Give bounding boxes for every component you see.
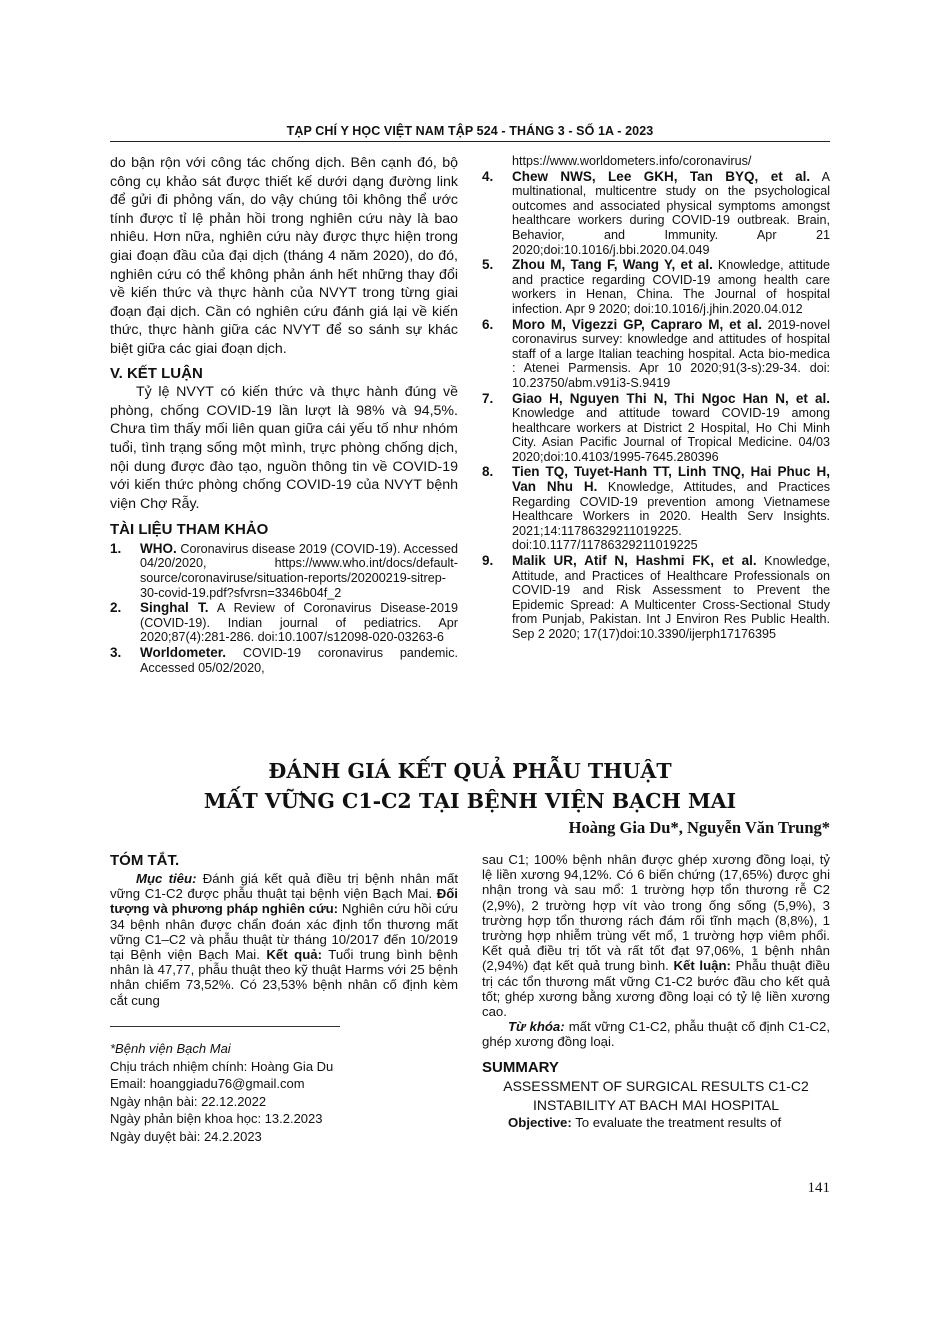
reference-body: Knowledge, Attitude, and Practices of Healthcare Professionals on COVID-19 and Risk Assessment to Prevent the Epidemic Spread: A Multicenter Cross-Sectional Study from Punjab, Pakistan. Int J Environ Res Public Health. Sep 2 2020; 17(17)doi:10.3390/ijerph17176395 [512,554,830,641]
footnote-accepted: Ngày duyệt bài: 24.2.2023 [110,1128,262,1144]
reference-number: 3. [110,645,122,661]
reference-number: 4. [482,168,494,184]
keywords: Từ khóa: mất vững C1-C2, phẫu thuật cố định C1-C2, ghép xương đồng loại. [482,1019,830,1050]
reference-text [512,392,830,465]
summary-objective: Objective: To evaluate the treatment results of [508,1114,782,1130]
reference-item [482,258,830,316]
reference-item [482,465,830,553]
reference-body: A Review of Coronavirus Disease-2019 (COVID-19). Indian journal of pediatrics. Apr 2020;87(4):281-286. doi:10.1007/s12098-020-03263-6 [140,601,458,645]
reference-author: Worldometer. [140,645,227,661]
article-title: ĐÁNH GIÁ KẾT QUẢ PHẪU THUẬT MẤT VỮNG C1-C2 TẠI BỆNH VIỆN BẠCH MAI [203,759,737,813]
reference-body: COVID-19 coronavirus pandemic. Accessed 05/02/2020, [140,646,458,675]
conclusion-heading: V. KẾT LUẬN [110,364,203,382]
reference-item [110,542,458,600]
reference-text [140,601,458,645]
footnote-responsible: Chịu trách nhiệm chính: Hoàng Gia Du [110,1058,334,1074]
reference-text [512,170,830,258]
reference-item [482,318,830,391]
footnote-received: Ngày nhận bài: 22.12.2022 [110,1093,267,1109]
reference-author: Malik UR, Atif N, Hashmi FK, et al. [512,553,757,569]
reference-number: 8. [482,464,494,480]
reference-item [482,170,830,258]
reference-text [140,646,458,675]
references-heading: TÀI LIỆU THAM KHẢO [110,521,269,539]
abstract-heading: TÓM TẮT. [110,852,180,869]
reference-number: 6. [482,316,494,332]
reference-author: WHO. [140,540,177,556]
header-rule [110,141,830,142]
reference-text [512,258,830,316]
reference-number: 5. [482,257,494,273]
article-authors: Hoàng Gia Du*, Nguyễn Văn Trung* [568,818,830,837]
reference-list-left [110,542,458,675]
footnote-affiliation: *Bệnh viện Bạch Mai [110,1041,231,1056]
footnote-rule [110,1026,340,1027]
reference-author: Moro M, Vigezzi GP, Capraro M, et al. [512,316,763,332]
reference-body: Knowledge, attitude and practice regarding COVID-19 among health care workers in Henan, China. The Journal of hospital infection. Apr 9 2020; doi:10.1016/j.jhin.2020.04.012 [512,258,830,316]
abstract-body-continued: sau C1; 100% bệnh nhân được ghép xương đồng loại, tỷ lệ liền xương 94,12%. Có 6 biến chứng (17,65%) được ghi nhận trong và sau mổ: 1 trường hợp tổn thương rễ C2 (2,9%), 2 trường hợp vít vào trong ống sống (5,9%), 3 trường hợp tổn thương rách đám rối tĩnh mạch (8,8%), 1 trường hợp nhiễm trùng vết mổ, 1 trường hợp viêm phổi. Kết quả điều trị tốt và rất tốt đạt 97,06%, 1 bệnh nhân (2,94%) đạt kết quả trung bình. Kết luận: Phẫu thuật điều trị các tổn thương mất vững C1-C2 bước đầu cho kết quả tốt; ghép xương bằng xương đồng loại có tỷ lệ liền xương cao. [482,852,831,1020]
reference-author: Giao H, Nguyen Thi N, Thi Ngoc Han N, et al. [512,390,830,406]
reference-body: Knowledge, Attitudes, and Practices Regarding COVID-19 prevention among Vietnamese Healthcare Workers in 2020. Health Serv Insights. 2021;14:11786329211019225. doi:10.1177/11786329211019225 [512,480,831,553]
reference-number: 1. [110,540,122,556]
footnote-reviewed: Ngày phản biện khoa học: 13.2.2023 [110,1111,323,1126]
footnote-email: Email: hoanggiadu76@gmail.com [110,1076,305,1091]
left-column [110,154,458,676]
abstract-right [482,852,830,1130]
abstract-left [110,852,458,1008]
reference-author: Zhou M, Tang F, Wang Y, et al. [512,257,713,273]
reference-body: Knowledge and attitude toward COVID-19 among healthcare workers at District 2 Hospital, Ho Chi Minh City. Asian Pacific Journal of Tropical Medicine. 04/03 2020;doi:10.4103/1995-7645.280396 [512,406,830,464]
summary-title: ASSESSMENT OF SURGICAL RESULTS C1-C2 INSTABILITY AT BACH MAI HOSPITAL [503,1077,809,1113]
reference-number: 9. [482,553,494,569]
reference-number: 7. [482,390,494,406]
reference-body: 2019-novel coronavirus survey: knowledge and attitudes of hospital staff of a large Italian teaching hospital. Acta bio-medica : Atenei Parmensis. Apr 10 2020;91(3-s):29-34. doi: 10.23750/abm.v91i3-S.9419 [512,317,830,390]
page-number: 141 [807,1180,830,1196]
reference-author: Singhal T. [140,600,209,616]
reference-text [512,465,830,553]
reference-author: Tien TQ, Tuyet-Hanh TT, Linh TNQ, Hai Phuc H, Van Nhu H. [512,464,830,495]
right-column [482,154,830,643]
reference-body: Coronavirus disease 2019 (COVID-19). Accessed 04/20/2020, https://www.who.int/docs/default-source/coronaviruse/situation-reports/20200219-sitrep-30-covid-19.pdf?sfvrsn=3346b04f_2 [140,541,458,600]
reference-text [512,554,830,642]
reference-body: A multinational, multicentre study on the psychological outcomes and associated physical symptoms amongst healthcare workers during COVID-19 outbreak. Brain, Behavior, and Immunity. Apr 21 2020;doi:10.1016/j.bbi.2020.04.049 [512,169,830,257]
reference-text [140,542,458,600]
reference-item [110,646,458,675]
reference-item [482,554,830,642]
reference-number: 2. [110,600,122,616]
journal-header: TẠP CHÍ Y HỌC VIỆT NAM TẬP 524 - THÁNG 3 - SỐ 1A - 2023 [286,124,654,138]
reference-author: Chew NWS, Lee GKH, Tan BYQ, et al. [512,168,811,184]
reference-url-continuation: https://www.worldometers.info/coronavirus/ [512,154,752,168]
reference-text [512,318,830,391]
footnote [110,1040,458,1145]
conclusion-paragraph: Tỷ lệ NVYT có kiến thức và thực hành đúng về phòng, chống COVID-19 lần lượt là 98% và 94,5%. Chưa tìm thấy mối liên quan giữa cái yếu tố như nhóm tuổi, tình trạng sống một mình, trực phòng chống dịch, nội dung được đào tạo, nguồn thông tin về COVID-19 với kiến thức phòng chống COVID-19 của NVYT bệnh viện Chợ Rẫy. [110,384,458,512]
reference-list-right [482,170,830,642]
summary-heading: SUMMARY [482,1058,559,1076]
abstract-body: Mục tiêu: Đánh giá kết quả điều trị bệnh nhân mất vững C1-C2 được phẫu thuật tại bệnh viện Bạch Mai. Đối tượng và phương pháp nghiên cứu: Nghiên cứu hồi cứu 34 bệnh nhân được chẩn đoán xác định tổn thương mất vững C1–C2 và phẫu thuật từ tháng 10/2017 đến 10/2019 tại Bệnh viện Bạch Mai. Kết quả: Tuổi trung bình bệnh nhân là 47,77, phẫu thuật theo kỹ thuật Harms với 25 bệnh nhân chiếm 73,52%. Có 23,53% bệnh nhân cố định kèm cắt cung [110,871,458,1008]
discussion-paragraph: do bận rộn với công tác chống dịch. Bên cạnh đó, bộ công cụ khảo sát được thiết kế dưới dạng đường link để gửi đi phỏng vấn, do vậy chúng tôi không thể ước tính được tỉ lệ phản hồi trong nghiên cứu này là bao nhiêu. Hơn nữa, nghiên cứu này được thực hiện trong giai đoạn đầu của đại dịch (tháng 4 năm 2020), do đó, nghiên cứu có thể không phản ánh hết những thay đổi về kiến thức và thực hành của NVYT trong từng giai đoạn đại dịch. Cần có nghiên cứu đánh giá lại về kiến thức, thực hành giữa các NVYT để so sánh sự khác biệt giữa các giai đoạn dịch. [110,155,458,357]
reference-item [482,392,830,465]
reference-item [110,601,458,645]
